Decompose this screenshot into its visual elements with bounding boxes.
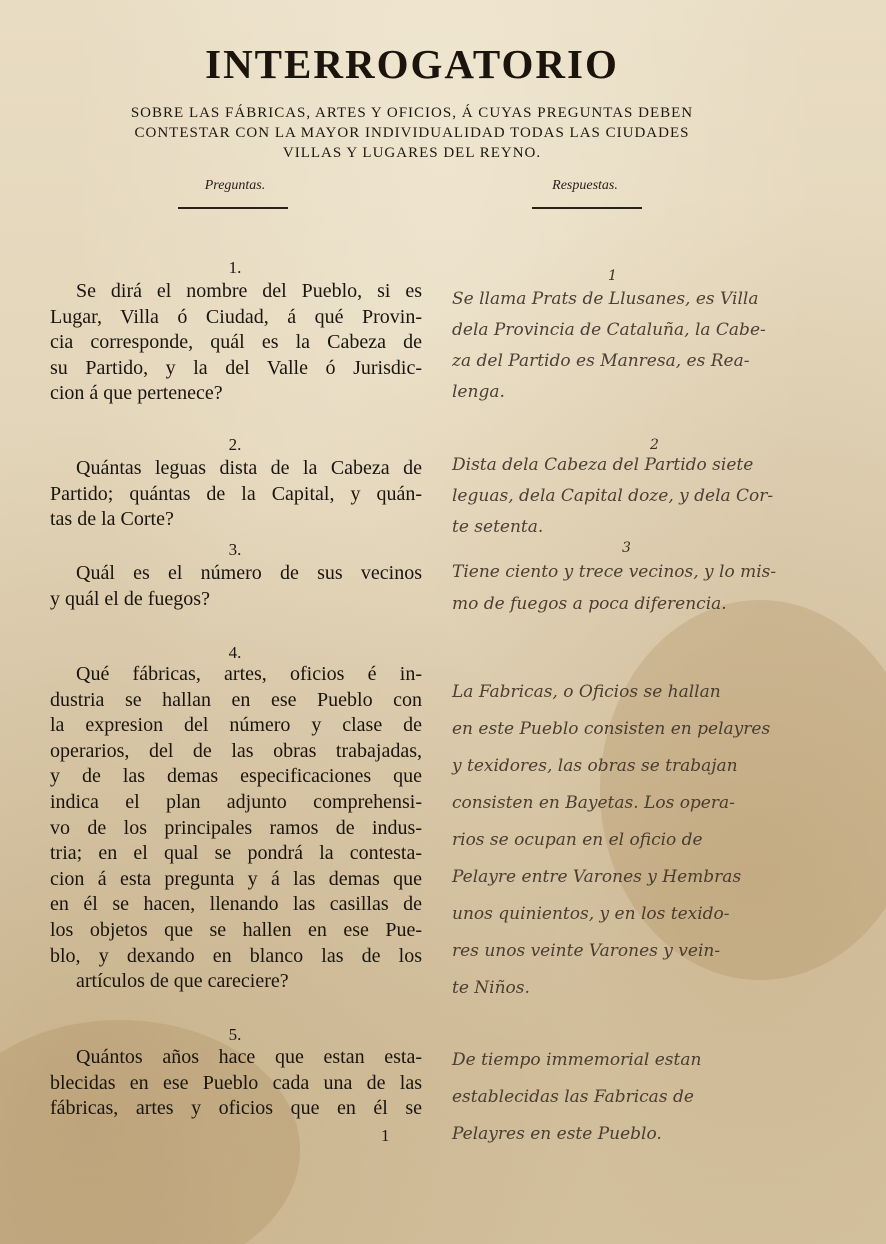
question-line: los objetos que se hallen en ese Pue- [50,918,422,941]
question-line: Se dirá el nombre del Pueblo, si es [76,280,422,302]
page-number: 1 [381,1126,390,1145]
question-line: cia corresponde, quál es la Cabeza de [50,331,422,354]
question-line: y quál el de fuegos? [50,587,210,610]
handwritten-answer [452,450,872,543]
handwritten-answer [452,1042,872,1153]
question-line: fábricas, artes y oficios que en él se [50,1097,422,1120]
question-line: Partido; quántas de la Capital, y quán- [50,482,422,505]
subtitle-line: VILLAS Y LUGARES DEL REYNO. [282,145,542,161]
column-rule-answers [532,207,642,209]
answer-number: 3 [622,540,631,556]
question-line: dustria se hallan en ese Pueblo con [50,688,422,711]
column-header-questions: Preguntas. [204,178,266,193]
question-line: operarios, del de las obras trabajadas, [50,739,422,762]
question-line: tria; en el qual se pondrá la contesta- [50,842,422,865]
answer-line: establecidas las Fabricas de [452,1087,694,1107]
answer-line: te Niños. [452,978,530,998]
question-number: 4. [228,643,242,662]
answer-line: en este Pueblo consisten en pelayres [452,719,771,739]
answer-line: res unos veinte Varones y vein- [452,941,721,961]
answer-line: te setenta. [452,517,544,537]
handwritten-answer [452,556,872,620]
subtitle-line: CONTESTAR CON LA MAYOR INDIVIDUALIDAD TODAS LAS CIUDADES [134,125,690,141]
column-rule-questions [178,207,288,209]
answer-line: Dista dela Cabeza del Partido siete [452,455,754,475]
answer-line: De tiempo immemorial estan [452,1050,702,1070]
question-line: indica el plan adjunto comprehensi- [50,790,422,813]
answer-line: leguas, dela Capital doze, y dela Cor- [452,486,774,506]
answer-line: La Fabricas, o Oficios se hallan [452,682,721,702]
question-text [50,561,422,612]
question-line: vo de los principales ramos de indus- [50,816,422,839]
answer-line: consisten en Bayetas. Los opera- [452,793,735,813]
question-line: blo, y dexando en blanco las de los [50,944,422,967]
answer-line: za del Partido es Manresa, es Rea- [452,351,750,371]
question-line: la expresion del número y clase de [50,714,422,737]
question-line: artículos de que careciere? [76,970,289,993]
question-text [50,279,422,407]
question-line: Lugar, Villa ó Ciudad, á qué Provin- [50,305,422,328]
answer-line: Se llama Prats de Llusanes, es Villa [452,289,759,309]
document-title: INTERROGATORIO [205,41,619,87]
document-subtitle [40,103,784,163]
answer-line: mo de fuegos a poca diferencia. [452,594,727,614]
question-line: Quántos años hace que estan esta- [76,1046,422,1068]
question-line: en él se hacen, llenando las casillas de [50,893,422,916]
question-line: tas de la Corte? [50,508,174,531]
question-line: cion á esta pregunta y á las demas que [50,867,422,890]
answer-number: 2 [650,437,659,453]
answer-line: lenga. [452,382,505,402]
question-line: blecidas en ese Pueblo cada una de las [50,1071,422,1094]
question-number: 2. [228,435,242,454]
subtitle-line: SOBRE LAS FÁBRICAS, ARTES Y OFICIOS, Á CUYAS PREGUNTAS DEBEN [130,105,694,121]
question-line: Quántas leguas dista de la Cabeza de [76,457,422,479]
question-text [50,1045,422,1122]
column-header-answers: Respuestas. [552,178,618,193]
answer-line: y texidores, las obras se trabajan [452,756,738,776]
handwritten-answer [452,674,872,1007]
question-text [50,662,422,995]
answer-number: 1 [608,268,617,284]
question-line: su Partido, y la del Valle ó Jurisdic- [50,356,422,379]
answer-line: rios se ocupan en el oficio de [452,830,703,850]
question-number: 3. [228,540,242,559]
answer-line: unos quinientos, y en los texido- [452,904,730,924]
question-number: 1. [228,258,242,277]
answer-line: Pelayres en este Pueblo. [452,1124,662,1144]
question-line: y de las demas especificaciones que [50,765,422,788]
answer-line: Tiene ciento y trece vecinos, y lo mis- [452,562,777,582]
question-line: Qué fábricas, artes, oficios é in- [76,663,422,685]
answer-line: Pelayre entre Varones y Hembras [452,867,742,887]
question-text [50,456,422,533]
question-line: cion á que pertenece? [50,382,223,405]
handwritten-answer [452,284,872,408]
question-number: 5. [228,1025,242,1044]
question-line: Quál es el número de sus vecinos [76,562,422,584]
answer-line: dela Provincia de Cataluña, la Cabe- [452,320,766,340]
